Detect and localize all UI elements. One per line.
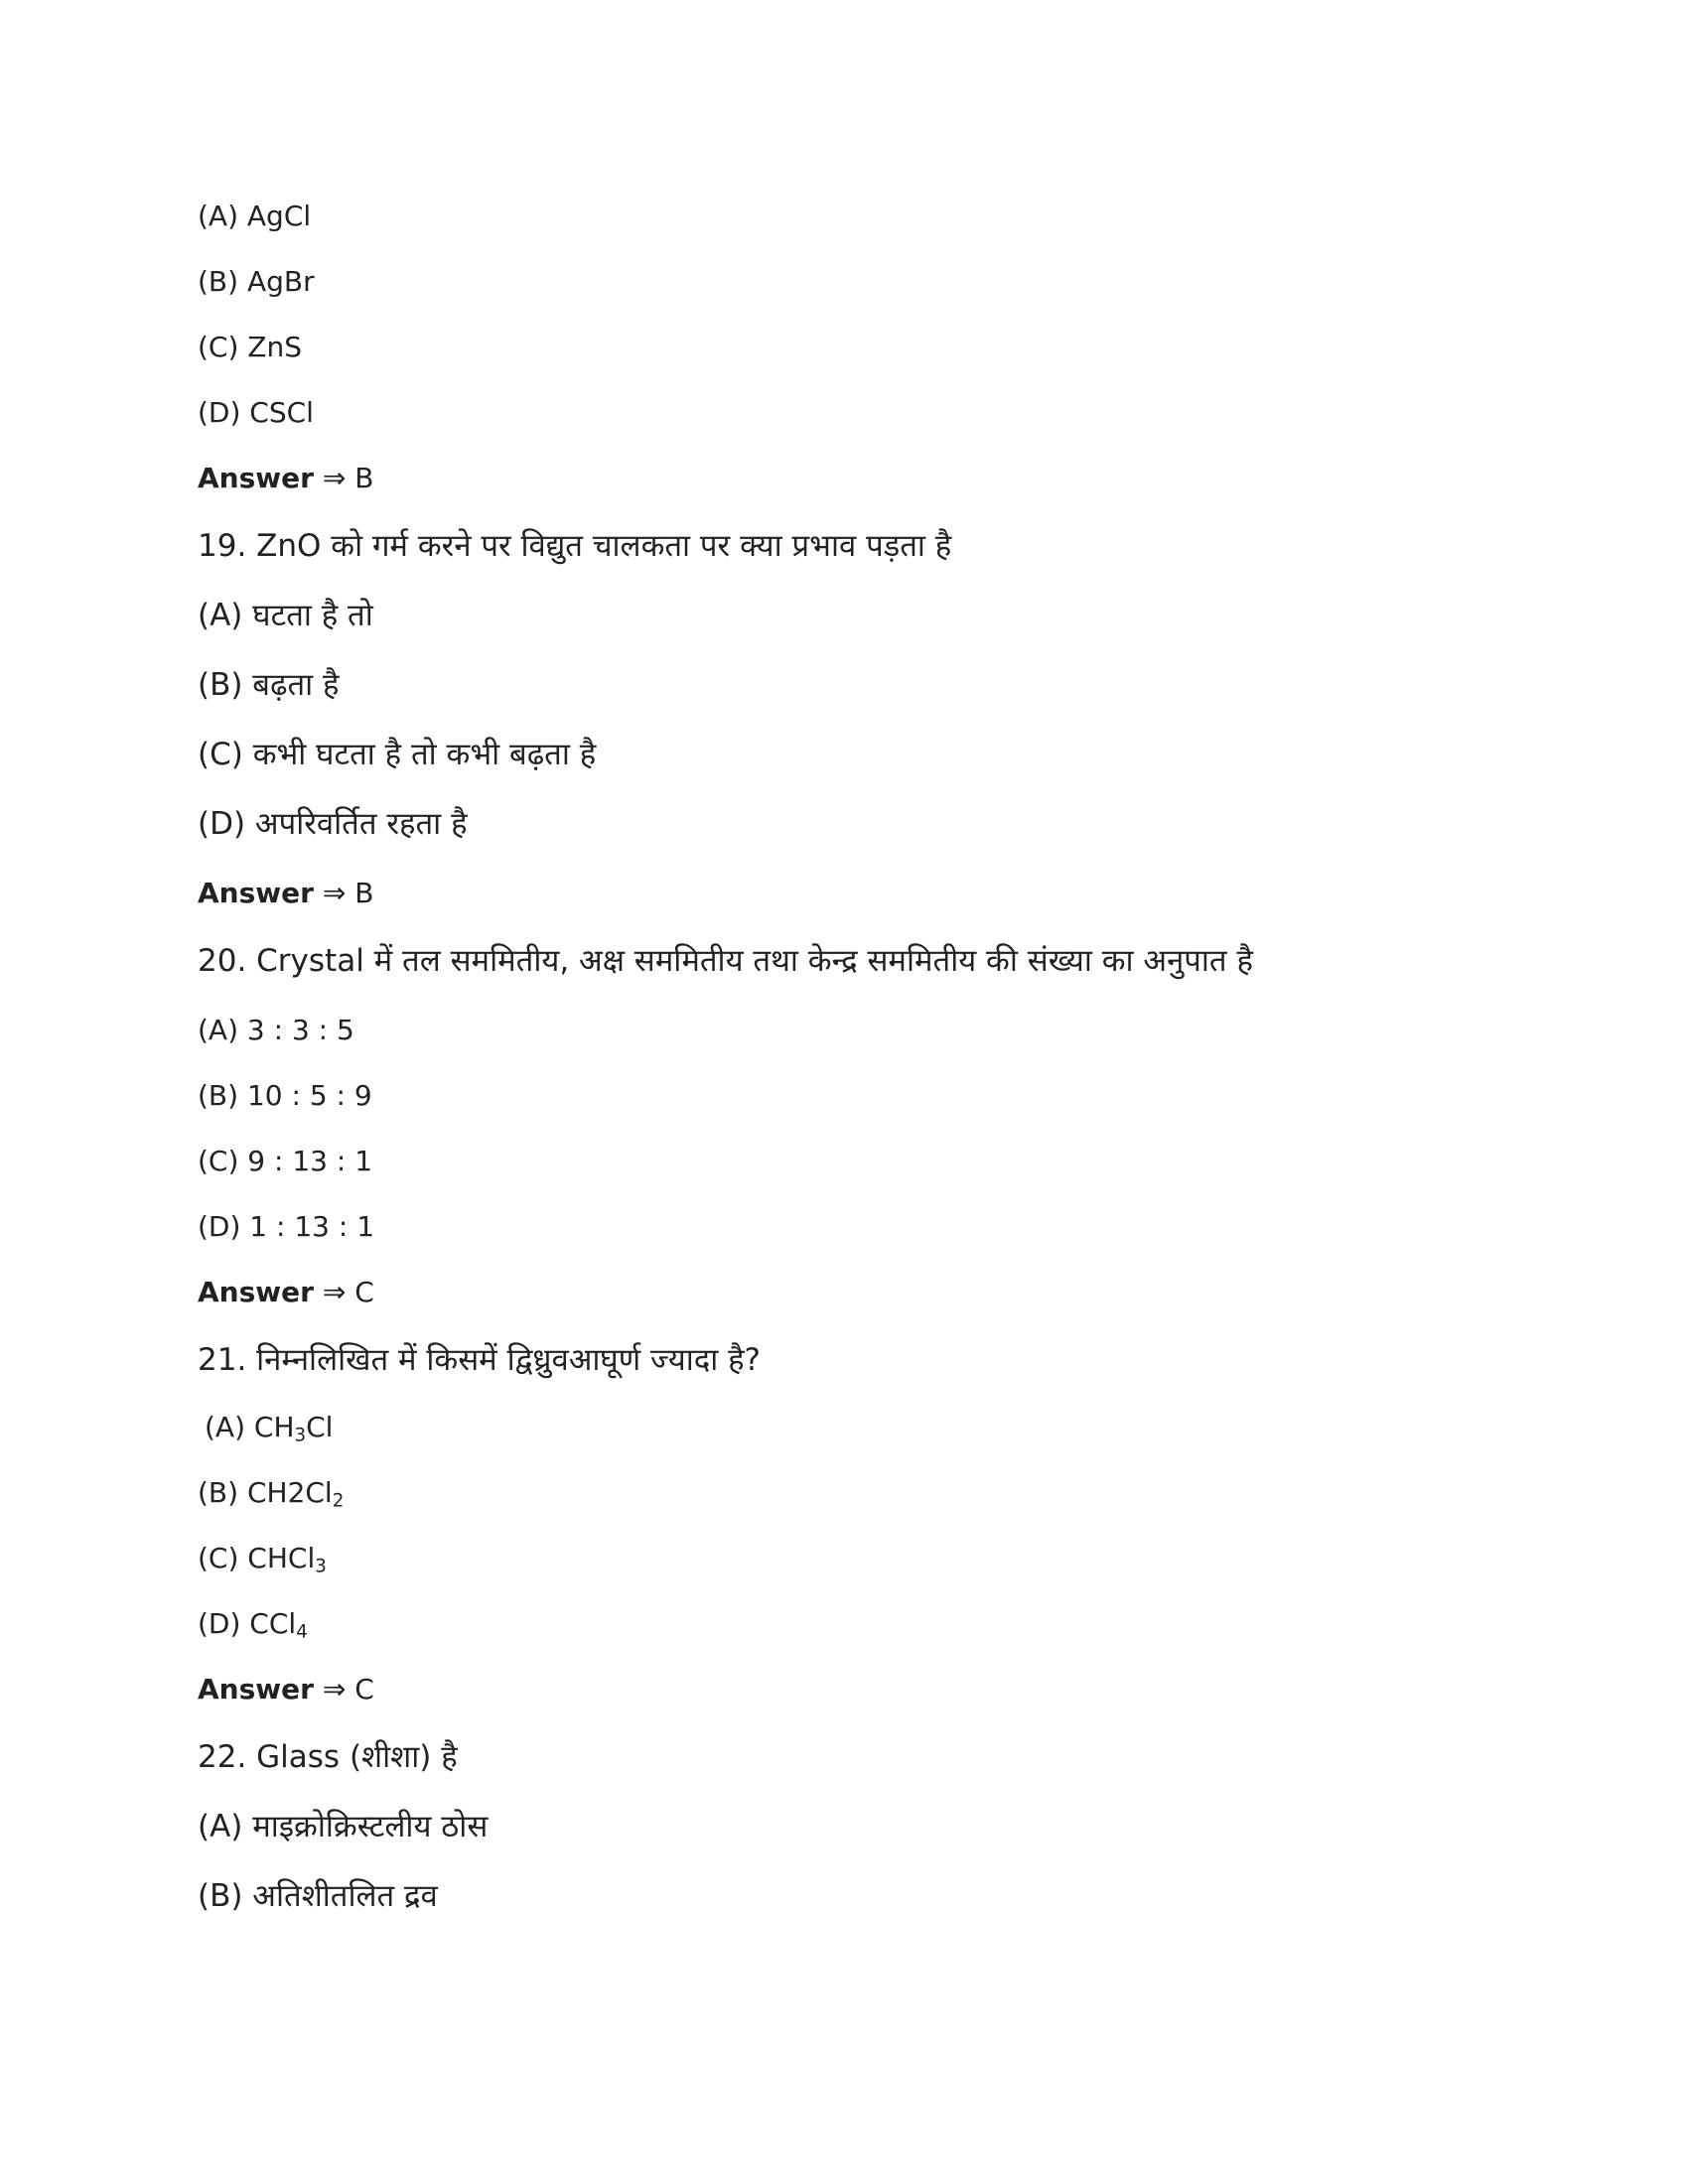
q20-option-d: (D) 1 : 13 : 1 xyxy=(198,1210,375,1243)
answer-value: ⇒ B xyxy=(313,462,374,494)
q18-answer xyxy=(198,459,373,498)
q21-option-b xyxy=(198,1473,344,1513)
option-subscript: 4 xyxy=(296,1621,308,1643)
q20-option-a: (A) 3 : 3 : 5 xyxy=(198,1014,354,1046)
q19-option-b: (B) बढ़ता है xyxy=(198,667,340,703)
option-text: (C) CHCl xyxy=(198,1542,316,1574)
option-subscript: 3 xyxy=(315,1556,327,1577)
answer-label: Answer xyxy=(198,877,314,909)
q20-answer xyxy=(198,1273,374,1312)
answer-label: Answer xyxy=(198,1673,314,1706)
q20-option-c: (C) 9 : 13 : 1 xyxy=(198,1145,373,1177)
q18-option-d: (D) CSCl xyxy=(198,396,314,429)
answer-label: Answer xyxy=(198,462,314,494)
q21-option-a xyxy=(205,1408,333,1447)
q19-option-d: (D) अपरिवर्तित रहता है xyxy=(198,806,468,842)
q20-option-b: (B) 10 : 5 : 9 xyxy=(198,1079,372,1112)
option-subscript: 2 xyxy=(332,1490,345,1512)
q21-question: 21. निम्नलिखित में किसमें द्विध्रुवआघूर्ण ज्यादा है? xyxy=(198,1342,761,1378)
option-text: (D) CCl xyxy=(198,1607,297,1640)
option-text: (A) CH xyxy=(205,1411,295,1443)
answer-value: ⇒ C xyxy=(313,1276,374,1308)
q20-question: 20. Crystal में तल सममितीय, अक्ष सममितीय तथा केन्द्र सममितीय की संख्या का अनुपात है xyxy=(198,943,1253,979)
answer-value: ⇒ B xyxy=(313,877,374,909)
q18-option-b: (B) AgBr xyxy=(198,265,315,298)
q19-answer xyxy=(198,874,373,913)
q19-question: 19. ZnO को गर्म करने पर विद्युत चालकता पर क्या प्रभाव पड़ता है xyxy=(198,528,952,564)
q21-option-d xyxy=(198,1604,308,1644)
q18-option-a: (A) AgCl xyxy=(198,200,312,232)
answer-label: Answer xyxy=(198,1276,314,1308)
q22-option-a: (A) माइक्रोक्रिस्टलीय ठोस xyxy=(198,1809,489,1844)
q19-option-a: (A) घटता है तो xyxy=(198,598,373,633)
q22-question: 22. Glass (शीशा) है xyxy=(198,1739,458,1775)
q21-answer xyxy=(198,1670,374,1709)
option-subscript: 3 xyxy=(294,1425,307,1446)
q21-option-c xyxy=(198,1539,327,1578)
option-text: (B) CH2Cl xyxy=(198,1476,333,1509)
answer-value: ⇒ C xyxy=(313,1673,374,1706)
q18-option-c: (C) ZnS xyxy=(198,331,302,363)
q22-option-b: (B) अतिशीतलित द्रव xyxy=(198,1878,438,1914)
q19-option-c: (C) कभी घटता है तो कभी बढ़ता है xyxy=(198,737,597,772)
option-text-suffix: Cl xyxy=(306,1411,334,1443)
